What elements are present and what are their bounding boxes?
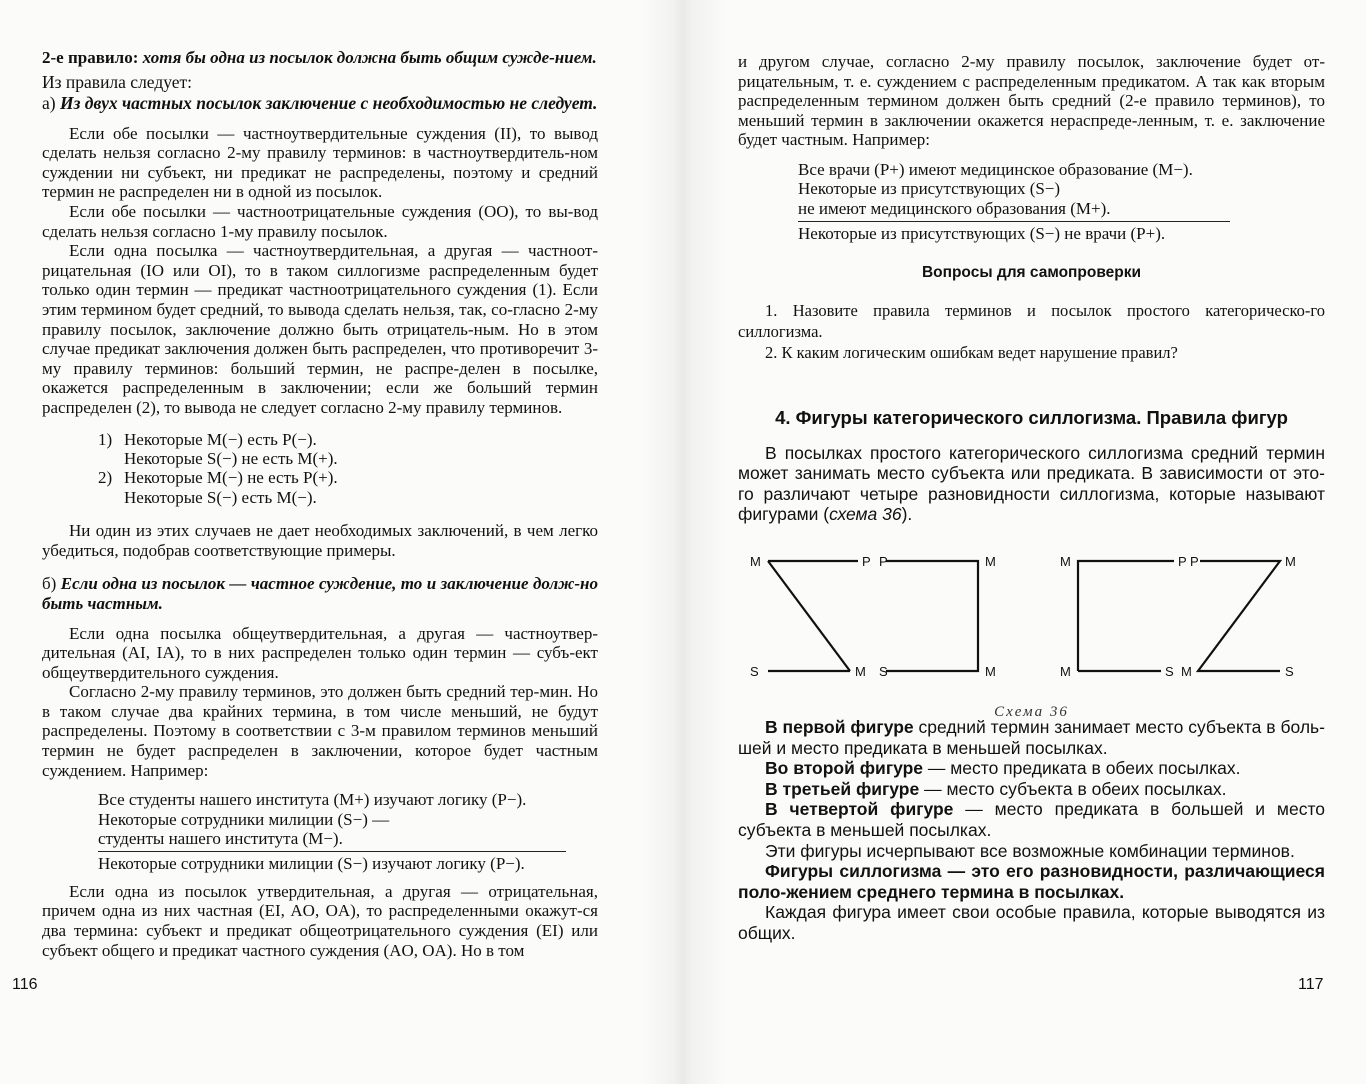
case-line: Некоторые M(−) не есть P(+). bbox=[124, 468, 338, 488]
fig3-bold: В третьей фигуре bbox=[765, 778, 920, 799]
figure-2-line bbox=[886, 561, 978, 671]
paragraph-1: Если обе посылки — частноутвердительные суждения (II), то вывод сделать нельзя согласно 2-му правилу терминов: в частноутвердитель-ном суждении ни субъект, ни предикат не распределены, поэтому и средний термин не распределен ни в одной из посылок. bbox=[42, 123, 598, 202]
figure-2-desc bbox=[738, 758, 1325, 779]
fig3-text: — место субъекта в обеих посылках. bbox=[919, 778, 1227, 799]
follows-line: Из правила следует: bbox=[42, 71, 193, 92]
rule-label: 2-е правило: bbox=[42, 48, 139, 67]
case-item-1-second bbox=[98, 449, 598, 468]
page-number: 117 bbox=[1298, 976, 1324, 993]
fig1-text: средний термин занимает место субъекта в боль-шей и место предиката в меньшей посылках. bbox=[738, 716, 1325, 758]
left-column bbox=[42, 48, 598, 960]
paragraph-5: Если одна посылка общеутвердительная, а другая — частноутвер-дительная (AI, IA), то в них распределен только один термин — субъ-ект общеутвердительного суждения. bbox=[42, 623, 598, 682]
case-item-1 bbox=[98, 430, 598, 449]
premise-1: Все студенты нашего института (M+) изучают логику (P−). bbox=[98, 790, 527, 810]
fig1-bold: В первой фигуре bbox=[765, 716, 914, 737]
intro-text: В посылках простого категорического силлогизма средний термин может занимать место субъекта или предиката. В зависимости от это-го различают четыре разновидности силлогизма, которые называют фигурами ( bbox=[738, 442, 1325, 525]
label-s: S bbox=[1285, 663, 1294, 679]
label-p: P bbox=[1178, 553, 1187, 569]
point-b-text: Если одна из посылок — частное суждение, то и заключение долж-но быть частным. bbox=[42, 574, 598, 613]
last-paragraph: Каждая фигура имеет свои особые правила, которые выводятся из общих. bbox=[738, 902, 1325, 943]
case-number: 2) bbox=[98, 468, 113, 488]
case-number: 1) bbox=[98, 429, 113, 449]
label-s: S bbox=[879, 663, 888, 679]
figure-4-desc bbox=[738, 799, 1325, 840]
paragraph-6: Согласно 2-му правилу терминов, это должен быть средний тер-мин. Но в таком случае два крайних термина, в том числе меньший, не будут распределены. Поэтому в соответствии с 3-м правилом терминов меньший термин не будет распределен в заключении, которое будет частным суждением. Например: bbox=[42, 682, 598, 780]
point-a bbox=[42, 93, 598, 114]
figure-1-desc bbox=[738, 717, 1325, 758]
figure-3-desc bbox=[738, 779, 1325, 800]
paragraph-2: Если обе посылки — частноотрицательные суждения (OO), то вы-вод сделать нельзя согласно 1-му правилу посылок. bbox=[42, 201, 598, 241]
point-b bbox=[42, 574, 598, 613]
label-m: M bbox=[985, 663, 996, 679]
definition: Фигуры силлогизма — это его разновидности, различающиеся поло-жением среднего термина в посылках. bbox=[738, 861, 1325, 902]
intro-ref: схема 36 bbox=[829, 504, 902, 525]
label-p: P bbox=[879, 553, 888, 569]
diagram-caption: Схема 36 bbox=[994, 703, 1069, 720]
conclusion: Некоторые из присутствующих (S−) не врачи (P+). bbox=[798, 221, 1230, 243]
question-2: 2. К каким логическим ошибкам ведет нарушение правил? bbox=[765, 342, 1178, 362]
label-m: M bbox=[1060, 663, 1071, 679]
case-line: Некоторые M(−) есть P(−). bbox=[124, 429, 317, 449]
premise-2b: не имеют медицинского образования (M+). bbox=[798, 198, 1111, 218]
case-line: Некоторые S(−) есть M(−). bbox=[124, 487, 317, 507]
paragraph-3: Если одна посылка — частноутвердительная, а другая — частноот-рицательная (IO или OI), то в таком силлогизме распределенным будет только один термин — предикат частноотрицательного суждения (1). Если этим термином будет средний, то вывода сделать нельзя, так, со-гласно 2-му правилу посылок, заключение должно быть отрицатель-ным. Но в этом случае предикат заключения должен быть распределен, что противоречит 3-му правилу терминов: больший термин, не распре-делен в посылке, окажется распределенным в заключении; если же больший термин распределен (2), то вывода не следует согласно 2-му правилу терминов. bbox=[42, 241, 598, 417]
label-m: M bbox=[855, 663, 866, 679]
right-page bbox=[683, 0, 1366, 1084]
fig2-text: — место предиката в обеих посылках. bbox=[923, 758, 1241, 779]
label-m: M bbox=[1060, 553, 1071, 569]
label-p: P bbox=[862, 553, 871, 569]
question-1: 1. Назовите правила терминов и посылок простого категорическо-го силлогизма. bbox=[738, 300, 1325, 341]
section-title: 4. Фигуры категорического силлогизма. Правила фигур bbox=[775, 406, 1288, 428]
figure-4-line bbox=[1198, 561, 1280, 671]
fig4-bold: В четвертой фигуре bbox=[765, 799, 954, 820]
point-a-prefix: а) bbox=[42, 92, 56, 113]
label-m: M bbox=[1181, 663, 1192, 679]
label-s: S bbox=[1165, 663, 1174, 679]
figures-svg bbox=[738, 547, 1338, 697]
label-s: S bbox=[750, 663, 759, 679]
right-column bbox=[738, 52, 1325, 944]
conclusion: Некоторые сотрудники милиции (S−) изучают логику (P−). bbox=[98, 851, 566, 873]
figure-3-line bbox=[1078, 561, 1174, 671]
intro-paragraph bbox=[738, 443, 1325, 525]
case-item-2-second bbox=[98, 488, 598, 507]
rule-text: хотя бы одна из посылок должна быть общим сужде-нием. bbox=[142, 48, 597, 67]
case-list bbox=[98, 430, 598, 508]
label-p: P bbox=[1190, 553, 1199, 569]
premise-2b: студенты нашего института (M−). bbox=[98, 829, 343, 849]
continued-paragraph: и другом случае, согласно 2-му правилу посылок, заключение будет от-рицательным, т. е. суждением с распределенным предикатом. А так как вторым распределенным термином должен быть средний (2-е правило терминов), то меньший термин в заключении окажется нераспреде-ленным, т. е. заключение будет частным. Например: bbox=[738, 52, 1325, 150]
case-line: Некоторые S(−) не есть M(+). bbox=[124, 448, 338, 468]
label-m: M bbox=[985, 553, 996, 569]
point-a-text: Из двух частных посылок заключение с необходимостью не следует. bbox=[59, 92, 598, 113]
case-item-2 bbox=[98, 468, 598, 487]
page-number: 116 bbox=[12, 976, 38, 993]
questions-title: Вопросы для самопроверки bbox=[921, 263, 1142, 281]
point-b-prefix: б) bbox=[42, 574, 57, 594]
paragraph-7: Если одна из посылок утвердительная, а другая — отрицательная, причем одна из них частная (EI, AO, OA), то распределенными окажут-ся два термина: субъект и предикат общеотрицательного суждения (EI) или субъект общего и предикат частного суждения (AO, OA). Но в том bbox=[42, 881, 598, 960]
paragraph-4: Ни один из этих случаев не дает необходимых заключений, в чем легко убедиться, подобрав соответствующие примеры. bbox=[42, 521, 598, 560]
fig2-bold: Во второй фигуре bbox=[765, 758, 924, 779]
intro-end: ). bbox=[901, 504, 913, 525]
label-m: M bbox=[750, 553, 761, 569]
fig4-text: — место предиката в большей и место субъекта в меньшей посылках. bbox=[738, 799, 1325, 840]
example-syllogism bbox=[98, 790, 566, 874]
premise-2a: Некоторые из присутствующих (S−) bbox=[798, 179, 1061, 199]
premise-1: Все врачи (P+) имеют медицинское образование (M−). bbox=[798, 159, 1193, 179]
syllogism-figures-diagram bbox=[738, 547, 1325, 720]
left-page bbox=[0, 0, 660, 1084]
premise-2a: Некоторые сотрудники милиции (S−) — bbox=[98, 809, 390, 829]
example-syllogism bbox=[798, 160, 1230, 244]
figure-1-line bbox=[768, 561, 850, 671]
label-m: M bbox=[1285, 553, 1296, 569]
exhaust-paragraph: Эти фигуры исчерпывают все возможные комбинации терминов. bbox=[765, 840, 1295, 861]
rule-heading bbox=[42, 48, 598, 68]
